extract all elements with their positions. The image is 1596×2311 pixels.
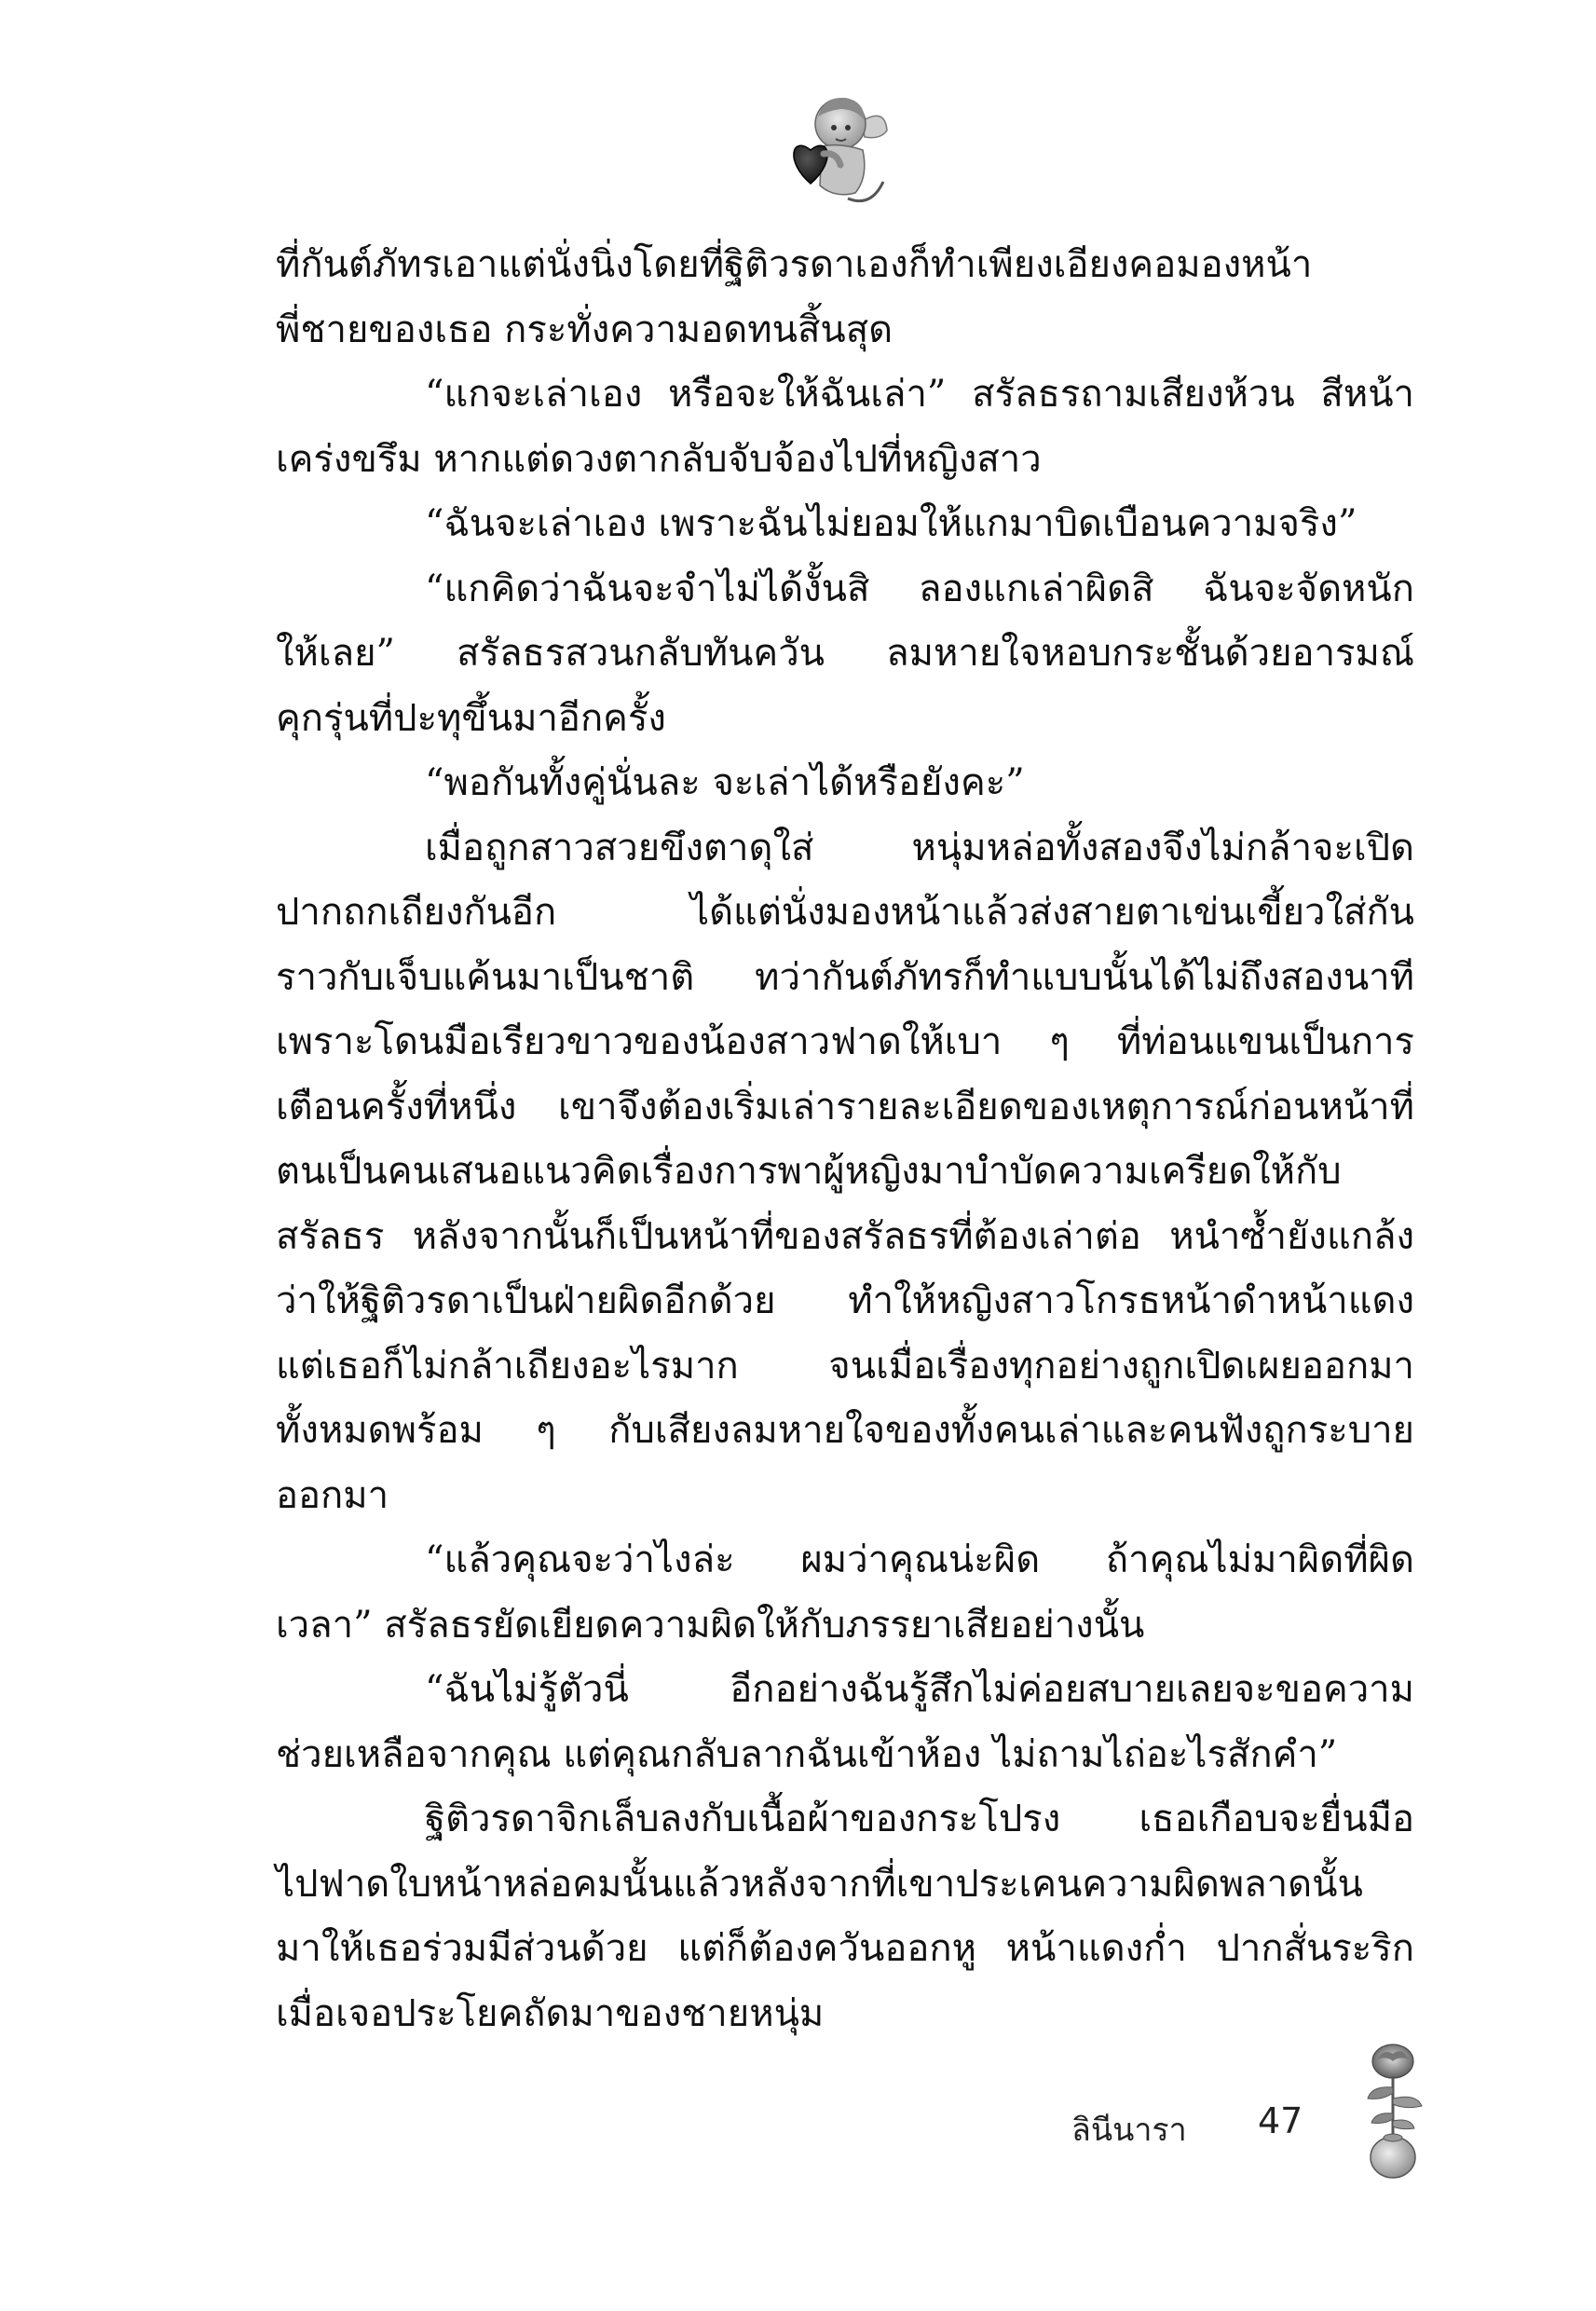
text-line: มาให้เธอร่วมมีส่วนด้วย แต่ก็ต้องควันออกหู หน้าแดงก่ำ ปากสั่นระริก: [276, 1927, 1414, 1970]
text-line: “แล้วคุณจะว่าไงล่ะ ผมว่าคุณน่ะผิด ถ้าคุณไม่มาผิดที่ผิด: [425, 1538, 1414, 1581]
text-line: ตนเป็นคนเสนอแนวคิดเรื่องการพาผู้หญิงมาบำบัดความเครียดให้กับ: [276, 1150, 1342, 1193]
text-line: คุกรุ่นที่ปะทุขึ้นมาอีกครั้ง: [276, 696, 666, 740]
text-line: ราวกับเจ็บแค้นมาเป็นชาติ ทว่ากันต์ภัทรก็ทำแบบนั้นได้ไม่ถึงสองนาที: [276, 955, 1414, 999]
book-title: ลินีนารา: [1071, 2112, 1187, 2149]
page-number: 47: [1258, 2100, 1303, 2141]
paragraph: [276, 1787, 1414, 2046]
text-line: เพราะโดนมือเรียวขาวของน้องสาวฟาดให้เบา ๆ ที่ท่อนแขนเป็นการ: [276, 1020, 1414, 1063]
text-line: “แกจะเล่าเอง หรือจะให้ฉันเล่า” สรัลธรถามเสียงห้วน สีหน้า: [425, 373, 1414, 416]
text-line: ทั้งหมดพร้อม ๆ กับเสียงลมหายใจของทั้งคนเล่าและคนฟังถูกระบาย: [276, 1409, 1414, 1452]
cupid-with-heart-icon: [783, 89, 894, 210]
paragraph: [276, 233, 1414, 362]
paragraph: [276, 751, 1414, 816]
text-line: “ฉันจะเล่าเอง เพราะฉันไม่ยอมให้แกมาบิดเบือนความจริง”: [425, 502, 1357, 545]
paragraph: [276, 816, 1414, 1529]
text-line: ช่วยเหลือจากคุณ แต่คุณกลับลากฉันเข้าห้อง ไม่ถามไถ่อะไรสักคำ”: [276, 1732, 1338, 1776]
text-line: “ฉันไม่รู้ตัวนี่ อีกอย่างฉันรู้สึกไม่ค่อยสบายเลยจะขอความ: [425, 1668, 1414, 1711]
text-line: เคร่งขรึม หากแต่ดวงตากลับจับจ้องไปที่หญิงสาว: [276, 437, 1042, 481]
text-line: พี่ชายของเธอ กระทั่งความอดทนสิ้นสุด: [276, 308, 893, 351]
text-line: “แกคิดว่าฉันจะจำไม่ได้งั้นสิ ลองแกเล่าผิดสิ ฉันจะจัดหนัก: [425, 567, 1414, 610]
text-line: “พอกันทั้งคู่นั่นละ จะเล่าได้หรือยังคะ”: [425, 761, 1025, 804]
paragraph: [276, 1658, 1414, 1787]
text-line: สรัลธร หลังจากนั้นก็เป็นหน้าที่ของสรัลธรที่ต้องเล่าต่อ หนำซ้ำยังแกล้ง: [276, 1214, 1414, 1258]
paragraph: [276, 1528, 1414, 1658]
paragraph: [276, 362, 1414, 492]
text-line: เวลา” สรัลธรยัดเยียดความผิดให้กับภรรยาเสียอย่างนั้น: [276, 1603, 1145, 1647]
text-line: ปากถกเถียงกันอีก ได้แต่นั่งมองหน้าแล้วส่งสายตาเข่นเขี้ยวใส่กัน: [276, 891, 1414, 934]
text-line: ฐิติวรดาจิกเล็บลงกับเนื้อผ้าของกระโปรง เธอเกือบจะยื่นมือ: [425, 1798, 1414, 1840]
paragraph: [276, 557, 1414, 752]
text-line: ว่าให้ฐิติวรดาเป็นฝ่ายผิดอีกด้วย ทำให้หญิงสาวโกรธหน้าดำหน้าแดง: [276, 1279, 1414, 1322]
body-text: [276, 233, 1414, 2046]
text-line: ให้เลย” สรัลธรสวนกลับทันควัน ลมหายใจหอบกระชั้นด้วยอารมณ์: [276, 632, 1414, 675]
text-line: ออกมา: [276, 1473, 389, 1517]
text-line: เตือนครั้งที่หนึ่ง เขาจึงต้องเริ่มเล่ารายละเอียดของเหตุการณ์ก่อนหน้าที่: [276, 1085, 1414, 1128]
flower-vase-icon: [1342, 2031, 1444, 2181]
text-line: ไปฟาดใบหน้าหล่อคมนั้นแล้วหลังจากที่เขาประเคนความผิดพลาดนั้น: [276, 1862, 1363, 1906]
text-line: เมื่อเจอประโยคถัดมาของชายหนุ่ม: [276, 1991, 825, 2035]
paragraph: [276, 492, 1414, 557]
text-line: ที่กันต์ภัทรเอาแต่นั่งนิ่งโดยที่ฐิติวรดาเองก็ทำเพียงเอียงคอมองหน้า: [276, 243, 1313, 286]
text-line: เมื่อถูกสาวสวยขึงตาดุใส่ หนุ่มหล่อทั้งสองจึงไม่กล้าจะเปิด: [425, 826, 1414, 869]
text-line: แต่เธอก็ไม่กล้าเถียงอะไรมาก จนเมื่อเรื่องทุกอย่างถูกเปิดเผยออกมา: [276, 1344, 1414, 1388]
